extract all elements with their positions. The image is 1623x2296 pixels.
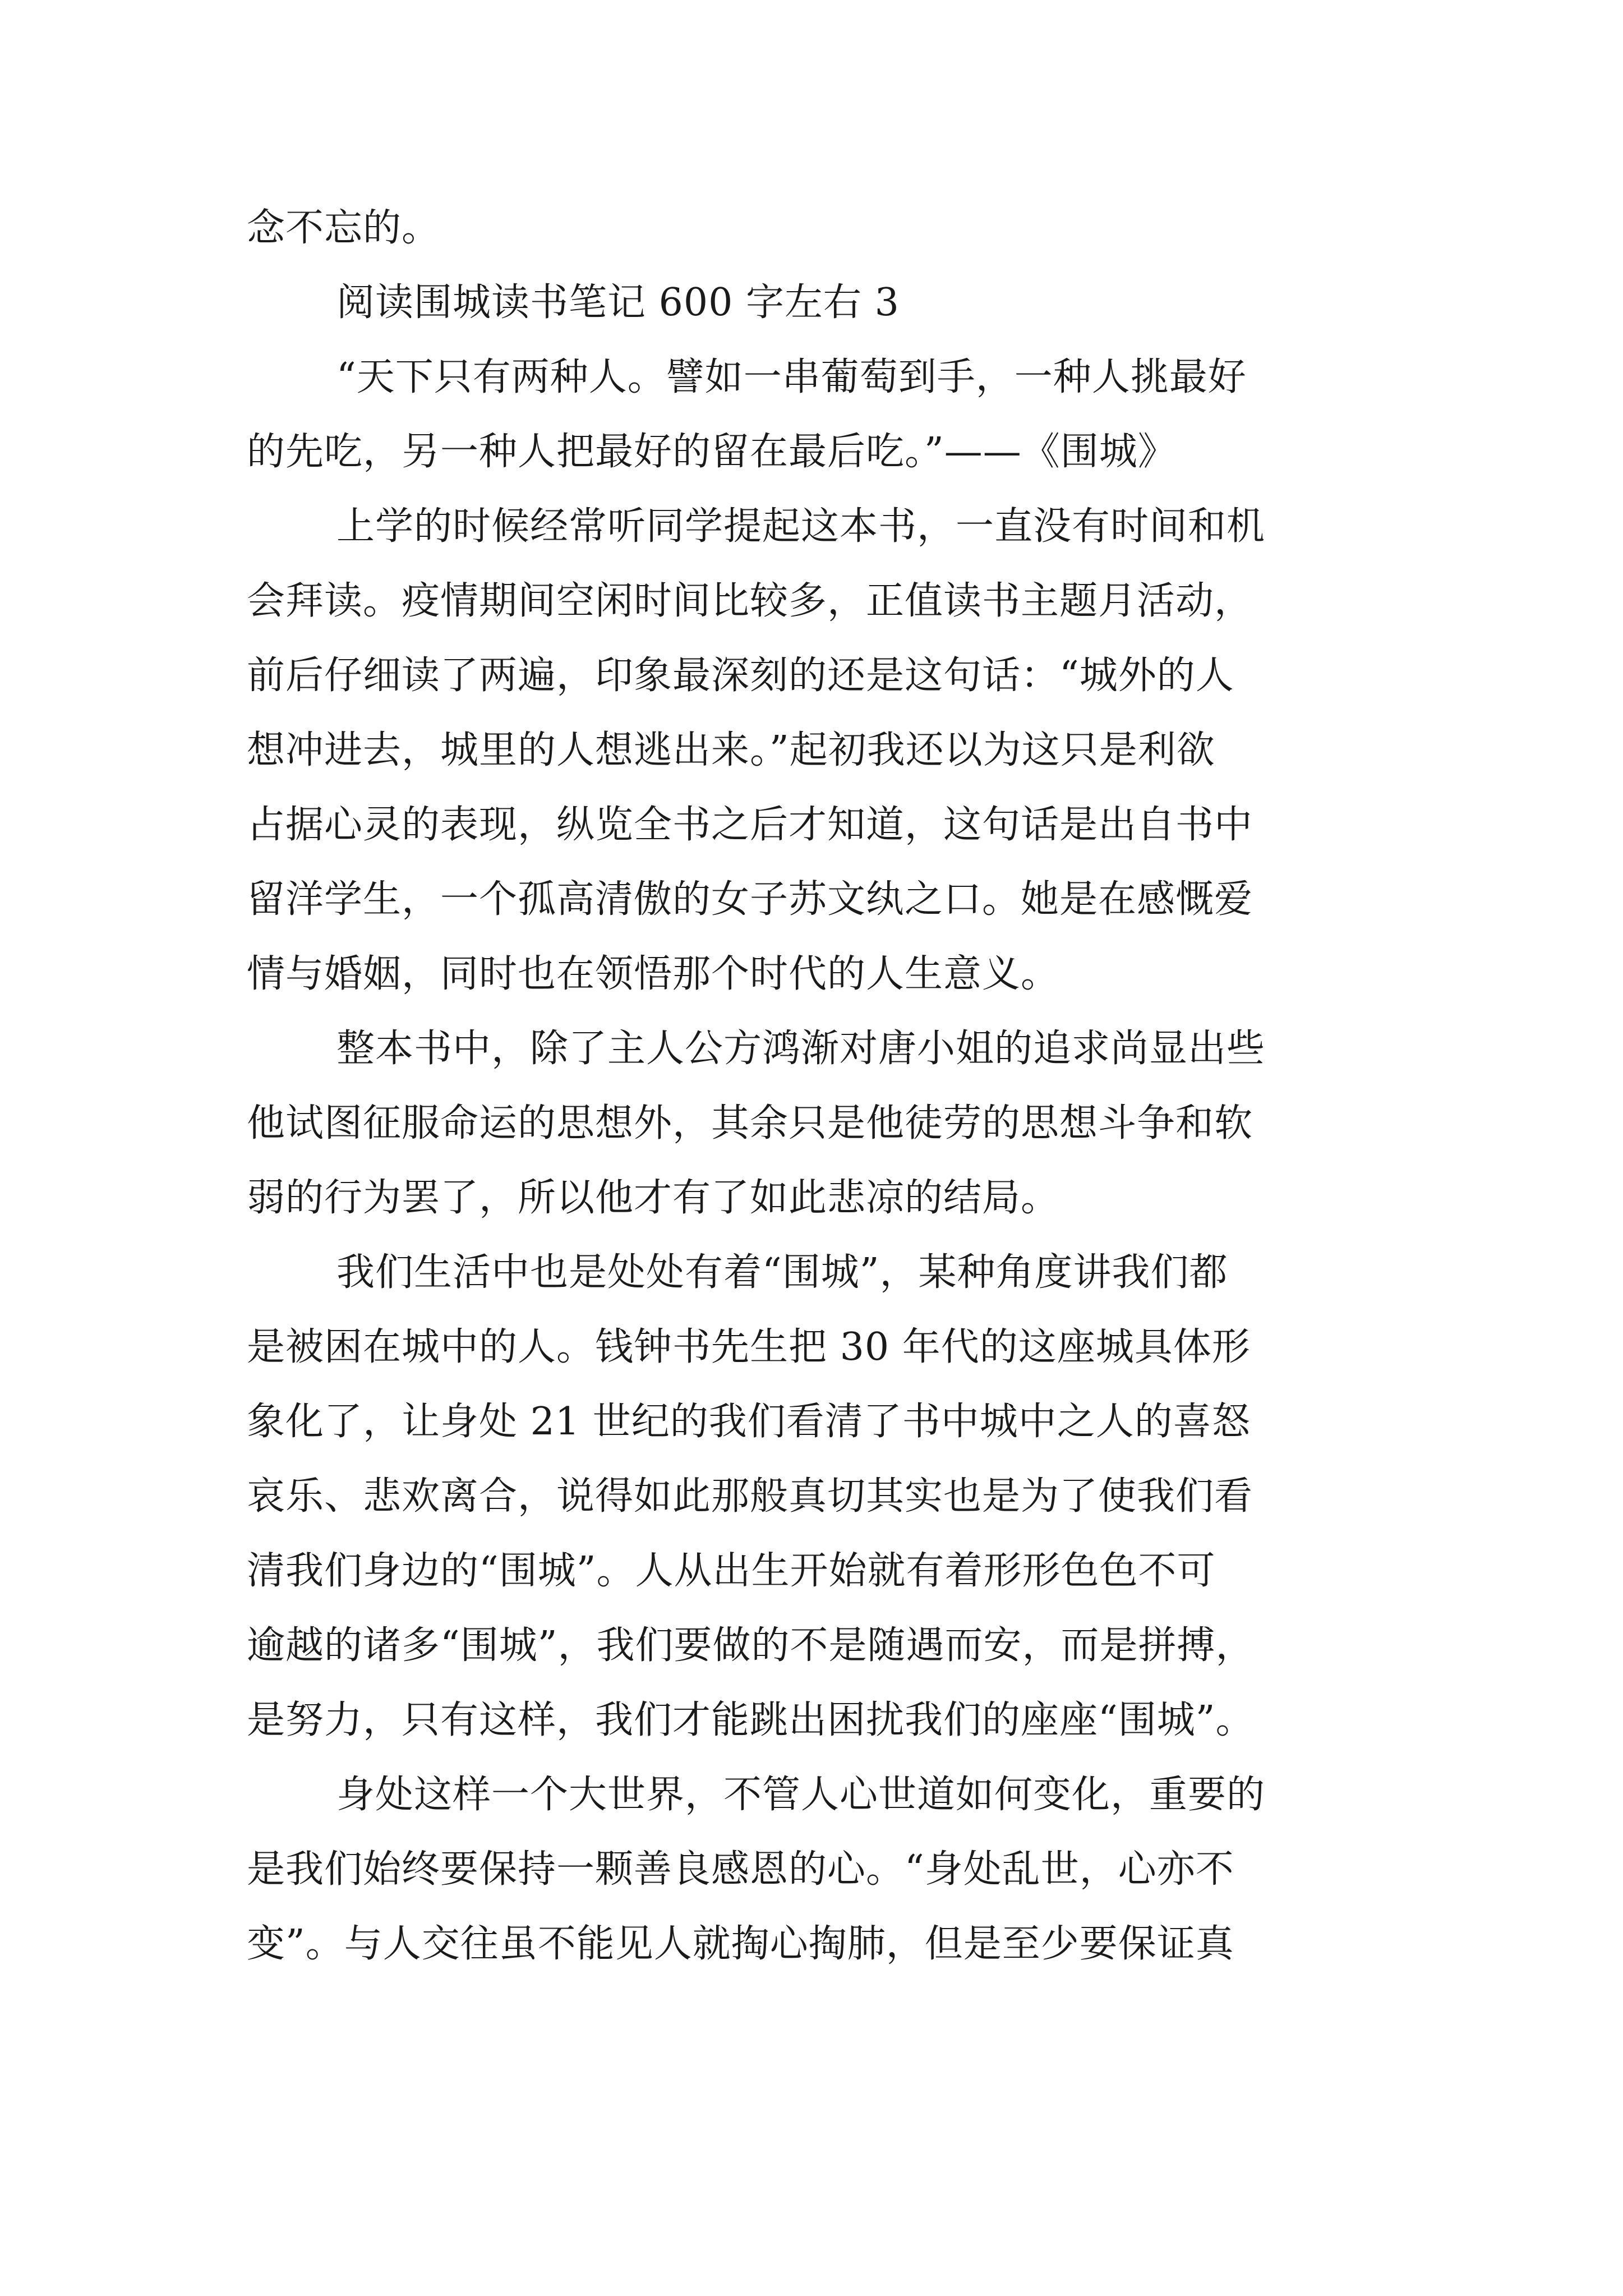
text-line: 是努力，只有这样，我们才能跳出困扰我们的座座“围城”。 (247, 1698, 1255, 1742)
text-line: 他试图征服命运的思想外，其余只是他徒劳的思想斗争和软 (247, 1101, 1253, 1145)
text-line: 占据心灵的表现，纵览全书之后才知道，这句话是出自书中 (247, 803, 1253, 847)
text-line: 整本书中，除了主人公方鸿渐对唐小姐的追求尚显出些 (336, 1027, 1266, 1071)
text-line: 上学的时候经常听同学提起这本书，一直没有时间和机 (336, 504, 1266, 549)
text-line: 的先吃，另一种人把最好的留在最后吃。”——《围城》 (247, 430, 1177, 474)
text-line: 是被困在城中的人。钱钟书先生把 30 年代的这座城具体形 (247, 1325, 1251, 1369)
text-line: 会拜读。疫情期间空闲时间比较多，正值读书主题月活动， (247, 579, 1253, 623)
text-line: 逾越的诸多“围城”，我们要做的不是随遇而安，而是拼搏， (247, 1623, 1255, 1668)
text-line: 象化了，让身处 21 世纪的我们看清了书中城中之人的喜怒 (247, 1400, 1251, 1444)
text-line: 哀乐、悲欢离合，说得如此那般真切其实也是为了使我们看 (247, 1474, 1253, 1519)
text-line: 念不忘的。 (247, 206, 441, 250)
text-line: 清我们身边的“围城”。人从出生开始就有着形形色色不可 (247, 1549, 1216, 1593)
body-text (247, 191, 1391, 1981)
text-line: 想冲进去，城里的人想逃出来。”起初我还以为这只是利欲 (247, 728, 1215, 772)
text-line: 留洋学生，一个孤高清傲的女子苏文纨之口。她是在感慨爱 (247, 877, 1253, 922)
text-line: 前后仔细读了两遍，印象最深刻的还是这句话：“城外的人 (247, 654, 1234, 698)
text-line: “天下只有两种人。譬如一串葡萄到手，一种人挑最好 (336, 355, 1247, 399)
text-line: 变”。与人交往虽不能见人就掏心掏肺，但是至少要保证真 (247, 1922, 1234, 1966)
text-line: 身处这样一个大世界，不管人心世道如何变化，重要的 (336, 1773, 1266, 1817)
text-line: 弱的行为罢了，所以他才有了如此悲凉的结局。 (247, 1176, 1060, 1220)
text-line: 是我们始终要保持一颗善良感恩的心。“身处乱世，心亦不 (247, 1847, 1234, 1892)
text-line: 情与婚姻，同时也在领悟那个时代的人生意义。 (247, 952, 1060, 996)
section-heading: 阅读围城读书笔记 600 字左右 3 (336, 280, 900, 325)
text-line: 我们生活中也是处处有着“围城”，某种角度讲我们都 (336, 1250, 1228, 1295)
